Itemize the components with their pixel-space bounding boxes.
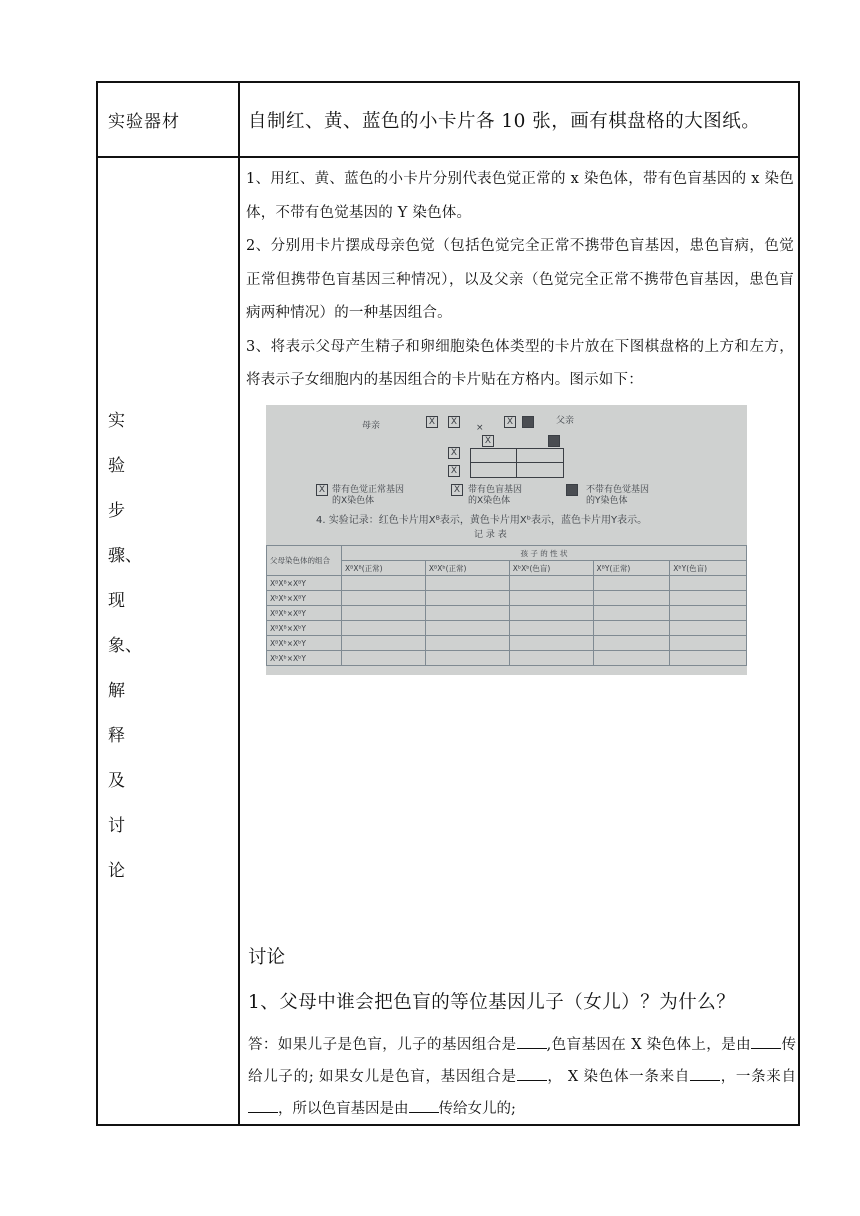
- answer-blank[interactable]: [248, 1098, 278, 1113]
- column-header: XᵇY(色盲): [670, 561, 747, 576]
- punnett-grid: [470, 448, 564, 478]
- steps-label-char: 讨: [108, 816, 125, 836]
- steps-label-char: 释: [108, 726, 125, 746]
- child-trait-header: 孩 子 的 性 状: [342, 546, 747, 561]
- x-card-icon: X: [451, 484, 463, 496]
- x-card-icon: X: [504, 416, 516, 428]
- answer-text: ， X 染色体一条来自: [546, 1069, 690, 1085]
- answer-text: 传给女儿的;: [438, 1101, 516, 1117]
- column-header: XᴮY(正常): [593, 561, 670, 576]
- steps-label-char: 现: [108, 591, 125, 611]
- steps-label-char: 实: [108, 411, 125, 431]
- steps-label-char: 步: [108, 501, 125, 521]
- table-row: [267, 576, 747, 591]
- row-label: XᵇXᵇ×XᵇY: [267, 651, 342, 666]
- answer-blank[interactable]: [517, 1066, 547, 1081]
- answer-blank[interactable]: [409, 1098, 439, 1113]
- answer-blank[interactable]: [751, 1034, 781, 1049]
- answer-blank[interactable]: [517, 1034, 547, 1049]
- y-card-icon: [566, 484, 578, 496]
- steps-label-char: 解: [108, 681, 125, 701]
- legend-colorblind-sub: 的X染色体: [468, 496, 511, 506]
- record-table: [266, 545, 747, 666]
- discussion-answer: [248, 1029, 796, 1125]
- legend-y-label: 不带有色觉基因: [586, 485, 650, 495]
- x-card-icon: X: [448, 465, 460, 477]
- record-title: 记 录 表: [474, 530, 507, 540]
- answer-text: 答：如果儿子是色盲，儿子的基因组合是: [248, 1037, 517, 1053]
- table-row: [267, 606, 747, 621]
- row-divider: [98, 156, 798, 158]
- table-row: [267, 621, 747, 636]
- answer-text: ,色盲基因在 X 染色体上，是由: [546, 1037, 752, 1053]
- y-card-icon: [522, 416, 534, 428]
- steps-label: [98, 399, 238, 894]
- experiment-table: [96, 81, 800, 1126]
- parent-combo-header: 父母染色体的组合: [267, 546, 342, 576]
- answer-text: ，一条来自: [719, 1069, 797, 1085]
- steps-label-char: 论: [108, 861, 125, 881]
- record-instruction: 4. 实验记录：红色卡片用Xᴮ表示，黄色卡片用Xᵇ表示，蓝色卡片用Y表示。: [316, 515, 648, 526]
- row-label: XᴮXᴮ×XᵇY: [267, 621, 342, 636]
- figure-father-label: 父亲: [556, 416, 575, 426]
- table-row: [267, 591, 747, 606]
- x-card-icon: X: [482, 435, 494, 447]
- step-2: 2、分别用卡片摆成母亲色觉（包括色觉完全正常不携带色盲基因，患色盲病，色觉正常但携带色盲基因三种情况），以及父亲（色觉完全正常不携带色盲基因，患色盲病两种情况）的一种基因组合。: [246, 238, 794, 321]
- steps-label-char: 象、: [108, 636, 142, 656]
- legend-normal-sub: 的X染色体: [332, 496, 375, 506]
- column-divider: [238, 83, 240, 1124]
- row-label: XᴮXᵇ×XᴮY: [267, 606, 342, 621]
- steps-content: [246, 163, 794, 398]
- row-label: XᴮXᴮ×XᴮY: [267, 576, 342, 591]
- discussion-title: 讨论: [248, 947, 286, 968]
- discussion-question: 1、父母中谁会把色盲的等位基因儿子（女儿）？为什么？: [248, 992, 736, 1013]
- materials-text: 自制红、黄、蓝色的小卡片各 10 张，画有棋盘格的大图纸。: [248, 110, 761, 132]
- answer-blank[interactable]: [690, 1066, 720, 1081]
- legend-normal-label: 带有色觉正常基因: [332, 485, 405, 495]
- table-row: [267, 636, 747, 651]
- column-header: XᴮXᵇ(正常): [425, 561, 509, 576]
- x-card-icon: X: [448, 416, 460, 428]
- legend-y-sub: 的Y染色体: [586, 496, 628, 506]
- x-card-icon: X: [426, 416, 438, 428]
- cross-sign: ×: [476, 423, 484, 433]
- y-card-icon: [548, 435, 560, 447]
- materials-label: 实验器材: [108, 112, 180, 132]
- column-header: XᵇXᵇ(色盲): [509, 561, 593, 576]
- x-card-icon: X: [316, 484, 328, 496]
- figure-mother-label: 母亲: [362, 421, 381, 431]
- steps-label-char: 验: [108, 456, 125, 476]
- step-1: 1、用红、黄、蓝色的小卡片分别代表色觉正常的 x 染色体，带有色盲基因的 x 染色体，不带有色觉基因的 Y 染色体。: [246, 171, 794, 221]
- row-label: XᵇXᵇ×XᴮY: [267, 591, 342, 606]
- legend-colorblind-label: 带有色盲基因: [468, 485, 523, 495]
- answer-text: 传给儿子的; 如果女儿是色盲，基因组合是: [248, 1037, 796, 1085]
- textbook-figure-photo: [266, 405, 747, 675]
- row-label: XᴮXᵇ×XᵇY: [267, 636, 342, 651]
- steps-label-char: 及: [108, 771, 125, 791]
- x-card-icon: X: [448, 447, 460, 459]
- answer-text: ，所以色盲基因是由: [278, 1101, 409, 1117]
- step-3: 3、将表示父母产生精子和卵细胞染色体类型的卡片放在下图棋盘格的上方和左方，将表示子女细胞内的基因组合的卡片贴在方格内。图示如下：: [246, 338, 794, 388]
- table-row: [267, 651, 747, 666]
- steps-label-char: 骤、: [108, 546, 142, 566]
- column-header: XᴮXᴮ(正常): [342, 561, 426, 576]
